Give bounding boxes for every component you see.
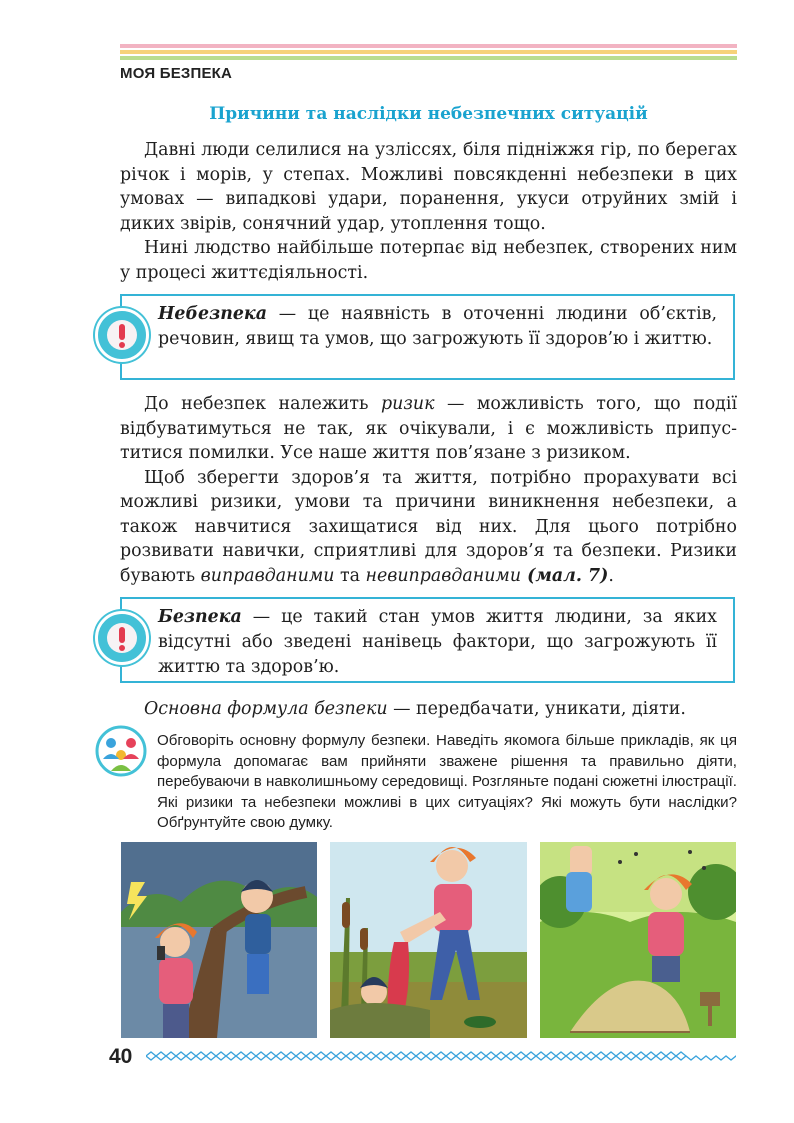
discussion-task: Обговоріть основну формулу безпеки. Наведіть якомога більше прикладів, як ця формула допомагає вам прийняти зважене рішення та правильно діяти, перебуваючи в навколишньому середовищі. Розгляньте подані сюжетні ілюстрації. Які ризики та небезпеки можливі в цих ситуаціях? Які можуть бути наслідки? Обґрунтуйте свою думку.: [157, 732, 737, 831]
section-label: МОЯ БЕЗПЕКА: [120, 65, 233, 82]
exclamation-icon: [95, 308, 149, 362]
illustration-anthill: [540, 842, 736, 1038]
illustration-water-rescue: [330, 842, 527, 1038]
formula-rest: — передбачати, уникати, діяти.: [387, 699, 686, 719]
definition-text: — це наявність в оточенні людини об’єктів, речовин, явищ та умов, що загрожують її здоров’ю і життю.: [158, 304, 717, 349]
intro-paragraph-1: Давні люди селилися на узліссях, біля підніжжя гір, по берегах річок і морів, у степах. Можливі повсякденні небезпеки в цих умовах — випадкові удари, поранення, укуси отруйних змій і диких звірів, сонячний удар, утоплення тощо.: [120, 140, 737, 234]
definition-box-safety: [120, 597, 735, 683]
safety-formula: [120, 697, 737, 721]
exclamation-icon: [95, 611, 149, 665]
intro-paragraph-2: Нині людство найбільше потерпає від небезпек, створених ним у процесі життєдіяльності.: [120, 238, 737, 283]
unjustified-term: невиправданими: [365, 565, 522, 586]
risk-paragraph-1: До небезпек належить ризик — можливість того, що події відбуватимуться не так, як очікували, і є можливість припуститися помилки. Усе наше життя пов’язане з ризиком.: [120, 394, 738, 463]
footer-zigzag-ornament: [146, 1050, 736, 1062]
risk-term: ризик: [381, 394, 435, 414]
intro-text: [120, 138, 737, 285]
header-stripes: [120, 44, 737, 62]
definition-box-danger: [120, 294, 735, 380]
page-heading: Причини та наслідки небезпечних ситуацій: [209, 104, 648, 124]
page-number: 40: [109, 1045, 133, 1068]
definition-text: — це такий стан умов життя людини, за яких відсутні або зведені нанівець фактори, що загрожують її життю та здоров’ю.: [158, 607, 717, 677]
justified-term: виправданими: [200, 565, 335, 586]
risk-text: [120, 392, 737, 588]
group-discussion-icon: [95, 725, 147, 777]
definition-term: Безпека: [158, 607, 242, 627]
risk-paragraph-2: Щоб зберегти здоров’я та життя, потрібно прорахувати всі можливі ризики, умови та причини виникнення небезпеки, а також навчитися захищатися від них. Для цього потрібно розвивати навички, сприятливі для здоров’я та безпеки. Ризики бувають виправданими та невиправданими (мал. 7).: [120, 467, 737, 586]
formula-lead: Основна формула безпеки: [144, 699, 388, 719]
illustration-storm-tree: [121, 842, 317, 1038]
figure-reference: (мал. 7): [521, 565, 609, 586]
definition-term: Небезпека: [158, 304, 267, 324]
